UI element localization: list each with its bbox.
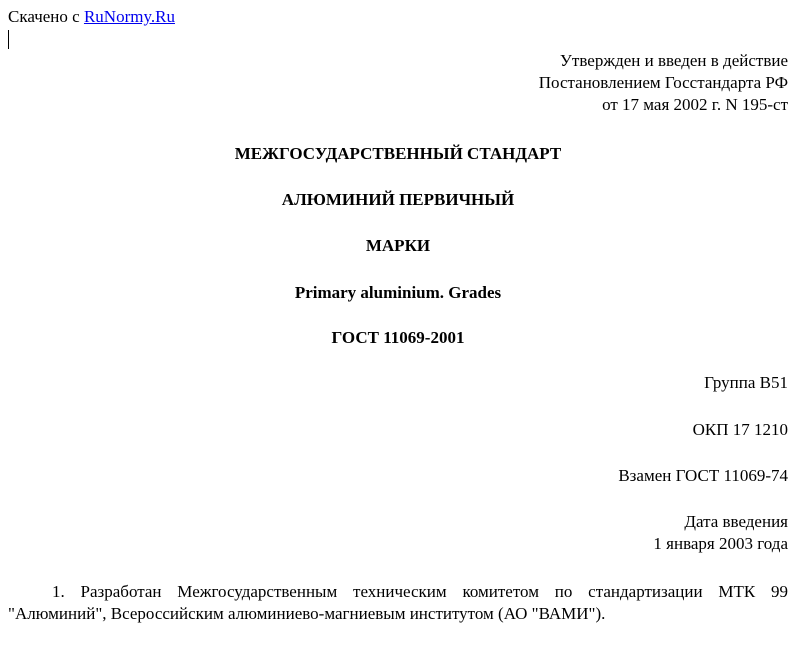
title-heading: АЛЮМИНИЙ ПЕРВИЧНЫЙ [281, 190, 515, 209]
standard-code-heading: ГОСТ 11069-2001 [331, 328, 465, 347]
approval-line-3: от 17 мая 2002 г. N 195-ст [602, 95, 788, 114]
approval-block [539, 50, 788, 116]
subtitle-heading: МАРКИ [365, 236, 431, 255]
intro-date-label: Дата введения [684, 512, 788, 531]
source-line [8, 6, 175, 28]
okp-label: ОКП 17 1210 [692, 420, 788, 439]
group-label: Группа B51 [704, 373, 788, 392]
approval-line-2: Постановлением Госстандарта РФ [538, 73, 788, 92]
english-title-heading: Primary aluminium. Grades [294, 283, 502, 302]
source-link[interactable]: RuNormy.Ru [83, 7, 175, 26]
text-cursor [8, 30, 9, 49]
document-page [8, 0, 788, 646]
paragraph-1-text: 1. Разработан Межгосударственным техническим комитетом по стандартизации МТК 99 "Алюминий", Всероссийским алюминиево-магниевым институтом (АО "ВАМИ"). [8, 582, 788, 623]
replaces-label: Взамен ГОСТ 11069-74 [618, 466, 788, 485]
approval-line-1: Утвержден и введен в действие [559, 51, 788, 70]
intro-date-block [653, 511, 788, 555]
body-paragraph-1 [8, 581, 788, 625]
standard-type-heading: МЕЖГОСУДАРСТВЕННЫЙ СТАНДАРТ [234, 144, 562, 163]
intro-date-value: 1 января 2003 года [653, 534, 788, 553]
source-prefix: Скачено с [8, 7, 84, 26]
